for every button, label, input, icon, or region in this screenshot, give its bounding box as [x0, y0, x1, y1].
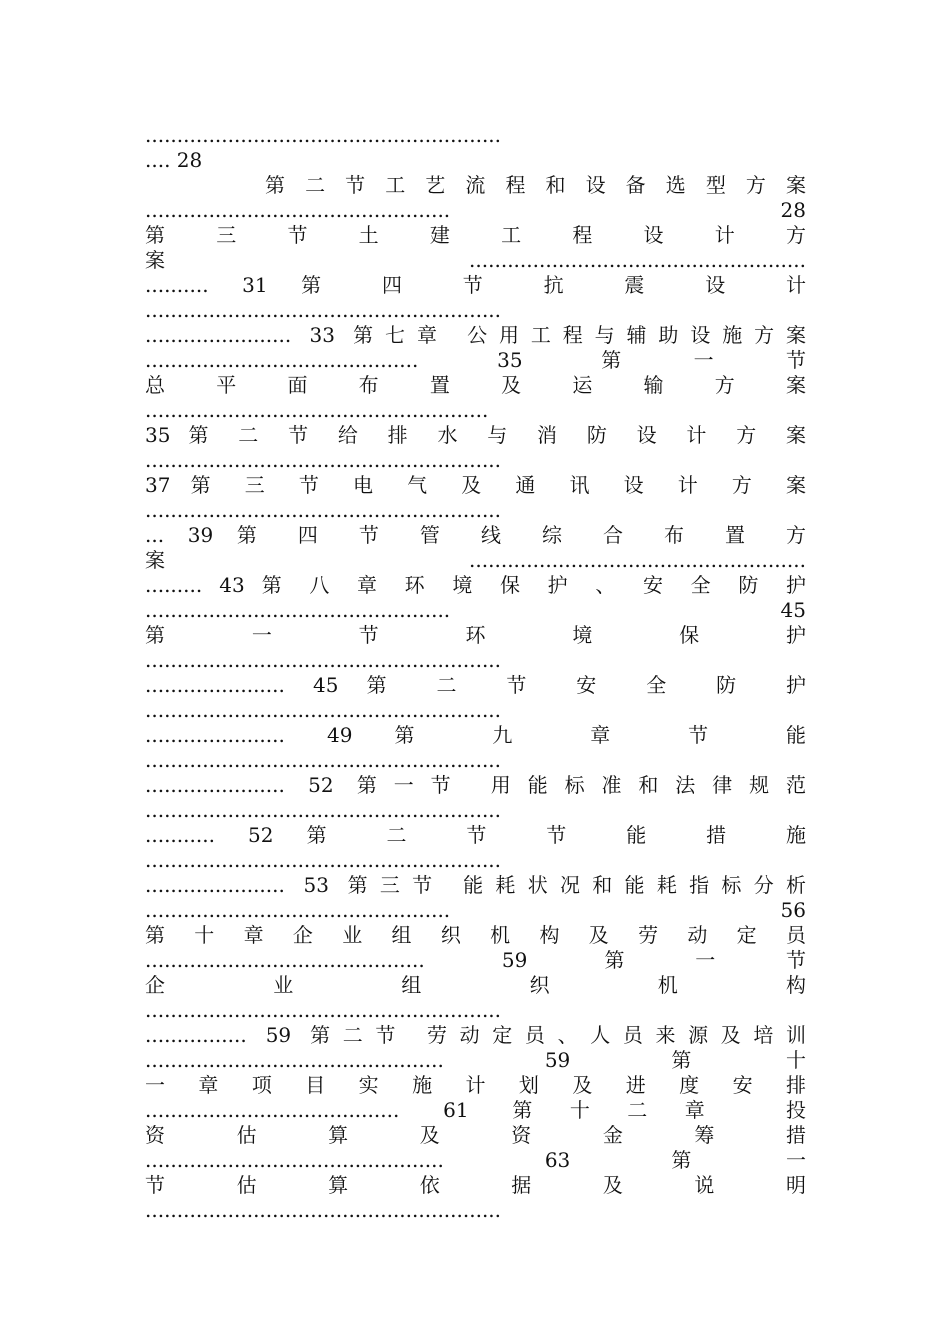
toc-line: ........... 52 第 二 节 节 能 措 施: [145, 823, 806, 847]
toc-line: 企 业 组 织 机 构: [145, 973, 806, 997]
toc-line: 37 第 三 节 电 气 及 通 讯 设 计 方 案: [145, 473, 806, 497]
toc-line: ................ 59 第二节 劳动定员、人员来源及培训: [145, 1023, 806, 1047]
toc-line: 案.....................................................: [145, 548, 806, 572]
toc-line: .... 28: [145, 148, 203, 172]
toc-line: ........................................................: [145, 498, 502, 522]
toc-line: ....................... 33 第七章 公用工程与辅助设施方案: [145, 323, 806, 347]
toc-line: ........................................................: [145, 748, 502, 772]
toc-line: ........................................................: [145, 998, 502, 1022]
toc-line: 第 二 节 工 艺 流 程 和 设 备 选 型 方 案: [265, 173, 806, 197]
toc-line: 第 三 节 土 建 工 程 设 计 方: [145, 223, 806, 247]
toc-line: ............................................... 63 第一: [145, 1148, 806, 1172]
toc-line: ...................... 49 第 九 章 节 能: [145, 723, 806, 747]
toc-line: ...................... 45 第 二 节 安 全 防 护: [145, 673, 806, 697]
toc-line: 35 第 二 节 给 排 水 与 消 防 设 计 方 案: [145, 423, 806, 447]
toc-line: ........................................................: [145, 698, 502, 722]
toc-line: ................................................ 45: [145, 598, 806, 622]
toc-line: ........................................................: [145, 448, 502, 472]
toc-line: 第 十 章 企 业 组 织 机 构 及 劳 动 定 员: [145, 923, 806, 947]
toc-line: ... 39 第 四 节 管 线 综 合 布 置 方: [145, 523, 806, 547]
toc-line: .......... 31 第 四 节 抗 震 设 计: [145, 273, 806, 297]
toc-line: 一 章 项 目 实 施 计 划 及 进 度 安 排: [145, 1073, 806, 1097]
toc-line: ............................................ 59 第一节: [145, 948, 806, 972]
toc-line: ........................................................: [145, 123, 502, 147]
toc-line: ................................................ 28: [145, 198, 806, 222]
toc-line: ........................................................: [145, 1198, 502, 1222]
toc-line: 总 平 面 布 置 及 运 输 方 案: [145, 373, 806, 397]
toc-line: 节 估 算 依 据 及 说 明: [145, 1173, 806, 1197]
toc-line: ......................................................: [145, 398, 489, 422]
toc-line: ........................................................: [145, 798, 502, 822]
toc-line: ........................................... 35 第一节: [145, 348, 806, 372]
toc-line: ............................................... 59 第十: [145, 1048, 806, 1072]
toc-line: ........................................................: [145, 298, 502, 322]
toc-line: ........................................................: [145, 848, 502, 872]
toc-line: ........................................ 61 第十二章 投: [145, 1098, 806, 1122]
toc-line: 资 估 算 及 资 金 筹 措: [145, 1123, 806, 1147]
toc-line: ...................... 52 第一节 用能标准和法律规范: [145, 773, 806, 797]
table-of-contents: [145, 123, 806, 1223]
toc-line: 案.....................................................: [145, 248, 806, 272]
toc-line: ......... 43 第 八 章 环 境 保 护 、 安 全 防 护: [145, 573, 806, 597]
toc-line: 第 一 节 环 境 保 护: [145, 623, 806, 647]
toc-line: ........................................................: [145, 648, 502, 672]
toc-line: ...................... 53 第三节 能耗状况和能耗指标分析: [145, 873, 806, 897]
toc-line: ................................................ 56: [145, 898, 806, 922]
